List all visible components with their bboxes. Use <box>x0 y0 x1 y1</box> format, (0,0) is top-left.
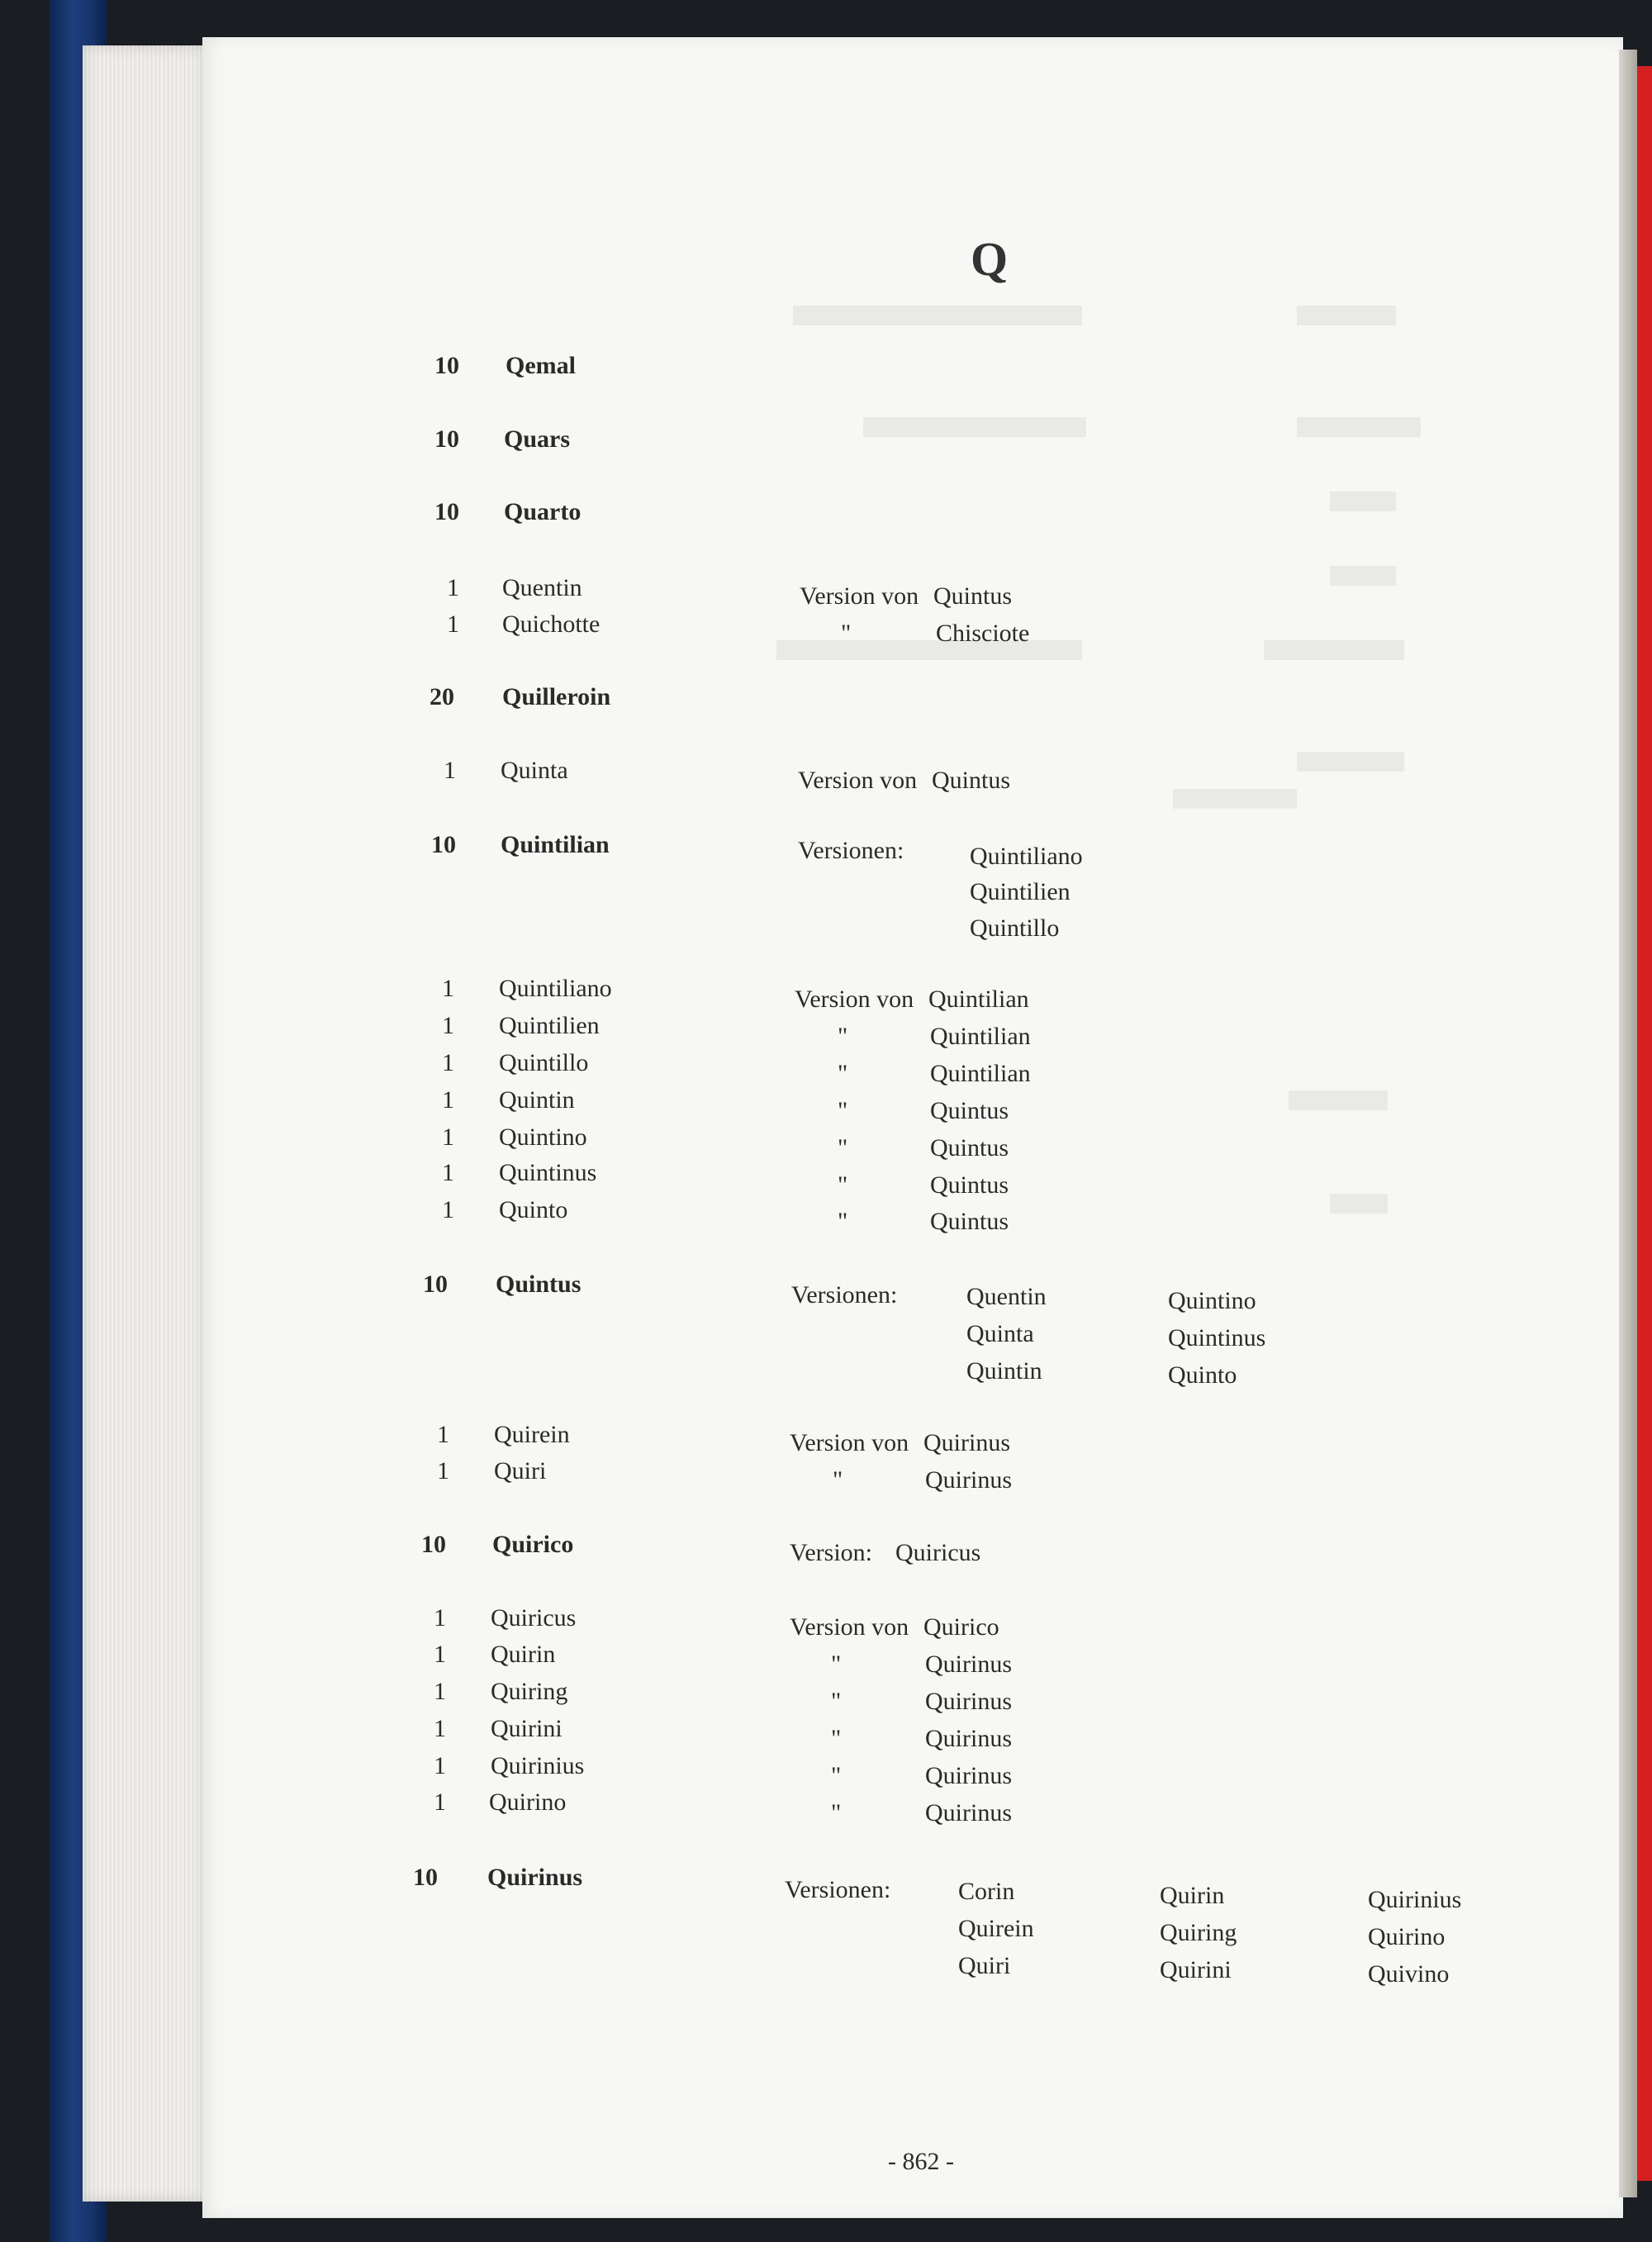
ditto-mark: " <box>838 1134 848 1161</box>
entry-name: Quentin <box>502 574 582 601</box>
entry-name: Quintus <box>496 1271 582 1298</box>
entry-name: Quintinus <box>499 1159 597 1186</box>
ditto-mark: " <box>831 1762 842 1789</box>
entry-name: Quilleroin <box>502 683 611 710</box>
entry-reference: Quintus <box>930 1171 1009 1199</box>
entry-reference: Quintilian <box>930 1060 1031 1087</box>
entry-reference: Chisciote <box>936 620 1030 647</box>
entry-frequency: 10 <box>423 1271 448 1298</box>
version-item: Quinta <box>966 1320 1034 1347</box>
ditto-mark: " <box>838 1097 848 1124</box>
page-edges <box>83 45 206 2202</box>
version-item: Quintilien <box>970 878 1070 905</box>
entry-reference: Quintus <box>933 582 1013 610</box>
entry-name: Quichotte <box>502 610 601 638</box>
entry-frequency: 10 <box>434 352 459 379</box>
entry-frequency: 1 <box>434 1715 446 1742</box>
bookmark-strip <box>1637 66 1652 2181</box>
entry-frequency: 1 <box>437 1457 449 1484</box>
version-item: Quintinus <box>1168 1324 1266 1351</box>
entry-frequency: 1 <box>447 574 459 601</box>
entry-frequency: 1 <box>442 1196 454 1223</box>
entry-name: Quintilien <box>499 1012 600 1039</box>
version-item: Quintillo <box>970 914 1060 942</box>
entry-frequency: 1 <box>442 1159 454 1186</box>
ditto-mark: " <box>831 1725 842 1752</box>
entry-name: Quirinus <box>487 1864 583 1891</box>
ditto-mark: " <box>831 1651 842 1678</box>
versions-label: Versionen: <box>791 1281 898 1309</box>
entry-reference-prefix: Version von <box>790 1429 909 1456</box>
entry-name: Quirein <box>494 1421 570 1448</box>
version-item: Quirino <box>1368 1923 1446 1950</box>
entry-frequency: 1 <box>444 757 456 784</box>
version-item: Quinto <box>1168 1361 1237 1389</box>
entry-reference-prefix: Version von <box>795 986 914 1013</box>
version-item: Quirinius <box>1368 1886 1462 1913</box>
versions-label: Versionen: <box>785 1876 891 1903</box>
entry-reference: Quintus <box>932 767 1011 794</box>
entry-name: Quiri <box>494 1457 547 1484</box>
entry-frequency: 1 <box>447 610 459 638</box>
entry-frequency: 1 <box>437 1421 449 1448</box>
ditto-mark: " <box>838 1208 848 1235</box>
version-item: Corin <box>958 1878 1015 1905</box>
version-item: Quirein <box>958 1915 1034 1942</box>
entry-reference: Quirico <box>923 1613 999 1641</box>
entry-name: Quintillo <box>499 1049 589 1076</box>
entry-reference: Quirinus <box>925 1651 1012 1678</box>
page-heading: Q <box>971 232 1009 286</box>
version-item: Quirin <box>1160 1882 1225 1909</box>
entry-name: Quirino <box>489 1788 567 1816</box>
entry-frequency: 1 <box>434 1678 446 1705</box>
ditto-mark: " <box>833 1466 843 1494</box>
entry-frequency: 1 <box>442 1049 454 1076</box>
entry-name: Quarto <box>504 498 582 525</box>
entry-name: Quirini <box>491 1715 563 1742</box>
entry-reference: Quintus <box>930 1134 1009 1161</box>
entry-reference: Quirinus <box>923 1429 1010 1456</box>
versions-label: Versionen: <box>798 837 904 864</box>
version-item: Quentin <box>966 1283 1047 1310</box>
entry-frequency: 10 <box>434 498 459 525</box>
entry-reference-prefix: Version von <box>798 767 918 794</box>
version-item: Quirini <box>1160 1956 1232 1983</box>
entry-reference-prefix: Version von <box>800 582 919 610</box>
entry-name: Quirin <box>491 1641 556 1668</box>
version-item: Quiricus <box>895 1539 981 1566</box>
right-page-edge <box>1619 50 1637 2197</box>
entry-reference: Quirinus <box>925 1466 1012 1494</box>
entry-reference: Quintilian <box>928 986 1029 1013</box>
ditto-mark: " <box>831 1799 842 1826</box>
entry-frequency: 20 <box>430 683 454 710</box>
version-item: Quintin <box>966 1357 1042 1385</box>
entry-frequency: 1 <box>442 1123 454 1151</box>
entry-name: Quinto <box>499 1196 568 1223</box>
entry-frequency: 1 <box>434 1604 446 1632</box>
entry-frequency: 1 <box>434 1641 446 1668</box>
ditto-mark: " <box>838 1171 848 1199</box>
page-number: - 862 - <box>888 2148 954 2175</box>
entry-frequency: 1 <box>434 1752 446 1779</box>
entry-name: Quirinius <box>491 1752 585 1779</box>
entry-frequency: 10 <box>413 1864 438 1891</box>
entry-reference: Quirinus <box>925 1762 1012 1789</box>
ditto-mark: " <box>831 1688 842 1715</box>
entry-frequency: 1 <box>442 1086 454 1114</box>
version-item: Quiri <box>958 1952 1011 1979</box>
version-item: Quivino <box>1368 1960 1450 1988</box>
entry-reference: Quirinus <box>925 1725 1012 1752</box>
entry-reference: Quirinus <box>925 1688 1012 1715</box>
entry-reference: Quintus <box>930 1097 1009 1124</box>
version-item: Quiring <box>1160 1919 1237 1946</box>
entry-frequency: 10 <box>434 425 459 453</box>
entry-frequency: 10 <box>431 831 456 858</box>
entry-name: Quintiliano <box>499 975 612 1002</box>
entry-name: Quirico <box>492 1531 574 1558</box>
entry-reference: Quintilian <box>930 1023 1031 1050</box>
version-item: Quintiliano <box>970 843 1083 870</box>
entry-frequency: 1 <box>442 975 454 1002</box>
ditto-mark: " <box>838 1023 848 1050</box>
entry-reference: Quintus <box>930 1208 1009 1235</box>
entry-reference: Quirinus <box>925 1799 1012 1826</box>
ditto-mark: " <box>838 1060 848 1087</box>
entry-frequency: 10 <box>421 1531 446 1558</box>
entry-frequency: 1 <box>434 1788 446 1816</box>
entry-name: Quintilian <box>501 831 610 858</box>
entry-name: Quiring <box>491 1678 568 1705</box>
ditto-mark: " <box>841 620 852 647</box>
version-item: Quintino <box>1168 1287 1256 1314</box>
entry-name: Quintin <box>499 1086 575 1114</box>
entry-frequency: 1 <box>442 1012 454 1039</box>
entry-name: Quiricus <box>491 1604 577 1632</box>
entry-name: Qemal <box>506 352 576 379</box>
entry-name: Quars <box>504 425 571 453</box>
version-label: Version: <box>790 1539 872 1566</box>
entry-reference-prefix: Version von <box>790 1613 909 1641</box>
entry-name: Quinta <box>501 757 568 784</box>
entry-name: Quintino <box>499 1123 587 1151</box>
